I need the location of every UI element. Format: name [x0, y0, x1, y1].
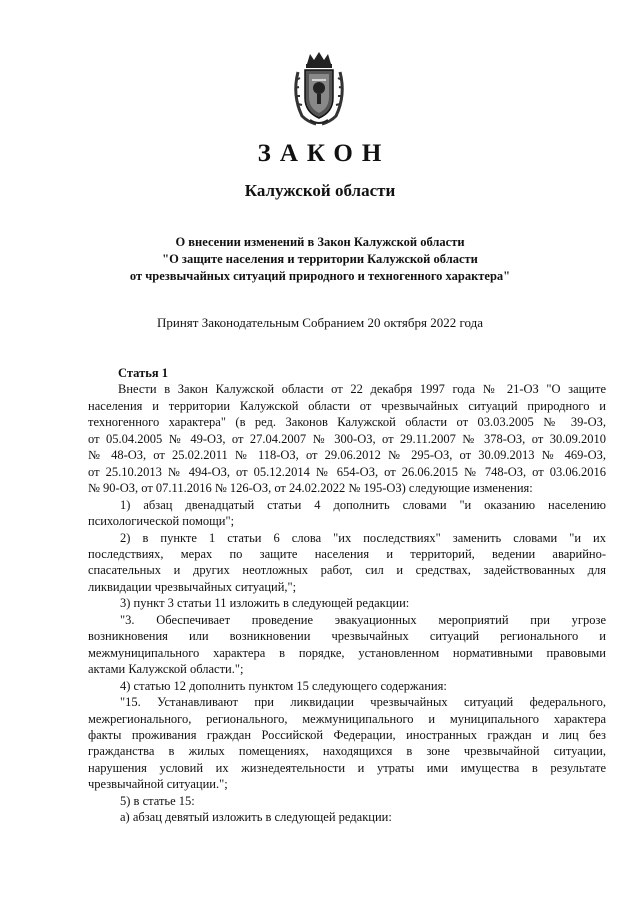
subject-line: от чрезвычайных ситуаций природного и техногенного характера" [129, 269, 511, 283]
document-title: ЗАКОН [257, 140, 391, 167]
subject-line: "О защите населения и территории Калужской области [162, 252, 478, 266]
law-subject [0, 234, 640, 285]
adoption-note: Принят Законодательным Собранием 20 октября 2022 года [156, 315, 484, 330]
text-line: гражданства в жилых помещениях, находящихся в зоне чрезвычайной ситуации, [88, 744, 606, 759]
kaluga-coat-of-arms-icon [290, 50, 348, 128]
text-line: психологической помощи"; [88, 514, 235, 529]
text-line: населения и территории Калужской области от чрезвычайных ситуаций природного и [88, 398, 606, 413]
text-line: последствиях, мерах по защите населения и территорий, ведении аварийно- [88, 546, 606, 561]
text-line: 3) пункт 3 статьи 11 изложить в следующей редакции: [120, 596, 410, 611]
text-line: актами Калужской области."; [88, 662, 244, 677]
text-line: а) абзац девятый изложить в следующей редакции: [120, 810, 392, 825]
text-line: "3. Обеспечивает проведение эвакуационных мероприятий при угрозе [120, 612, 606, 627]
text-line: 5) в статье 15: [120, 793, 195, 808]
text-line: № 90-ОЗ, от 07.11.2016 № 126-ОЗ, от 24.02.2022 № 195-ОЗ) следующие изменения: [88, 481, 533, 496]
text-line: 4) статью 12 дополнить пунктом 15 следующего содержания: [120, 678, 447, 693]
article-heading: Статья 1 [118, 366, 168, 380]
text-line: межрегионального, регионального, межмуниципального и муниципального характера [88, 711, 606, 726]
text-line: спасательных и других неотложных работ, сил и средствах, задействованных для [88, 563, 606, 578]
text-line: от 05.04.2005 № 49-ОЗ, от 27.04.2007 № 300-ОЗ, от 29.11.2007 № 378-ОЗ, от 30.09.2010 [88, 431, 606, 446]
text-line: нарушения условий их жизнедеятельности и утраты ими имущества в результате [88, 760, 606, 775]
text-line: факты проживания граждан Российской Федерации, иностранных граждан и лиц без [88, 727, 606, 742]
text-line: от 25.10.2013 № 494-ОЗ, от 05.12.2014 № 654-ОЗ, от 26.06.2015 № 748-ОЗ, от 03.06.2016 [88, 464, 606, 479]
region-name: Калужской области [244, 181, 396, 200]
text-line: "15. Устанавливают при ликвидации чрезвычайных ситуаций федерального, [120, 695, 606, 710]
text-line: ликвидации чрезвычайных ситуаций,"; [88, 579, 297, 594]
text-line: техногенного характера" (в ред. Законов Калужской области от 03.03.2005 № 39-ОЗ, [88, 415, 606, 430]
text-line: 1) абзац двенадцатый статьи 4 дополнить словами "и оказанию населению [120, 497, 606, 512]
text-line: № 48-ОЗ, от 25.02.2011 № 118-ОЗ, от 29.06.2012 № 295-ОЗ, от 30.09.2013 № 469-ОЗ, [88, 448, 606, 463]
article-body [88, 365, 606, 826]
text-line: 2) в пункте 1 статьи 6 слова "их последствиях" заменить словами "и их [120, 530, 606, 545]
text-line: Внести в Закон Калужской области от 22 декабря 1997 года № 21-ОЗ "О защите [118, 382, 606, 397]
subject-line: О внесении изменений в Закон Калужской области [175, 235, 465, 249]
text-line: межмуниципального характера в порядке, установленном нормативными правовыми [88, 645, 606, 660]
text-line: чрезвычайной ситуации."; [88, 777, 228, 792]
text-line: возникновения или возникновении чрезвычайных ситуаций регионального и [88, 629, 606, 644]
